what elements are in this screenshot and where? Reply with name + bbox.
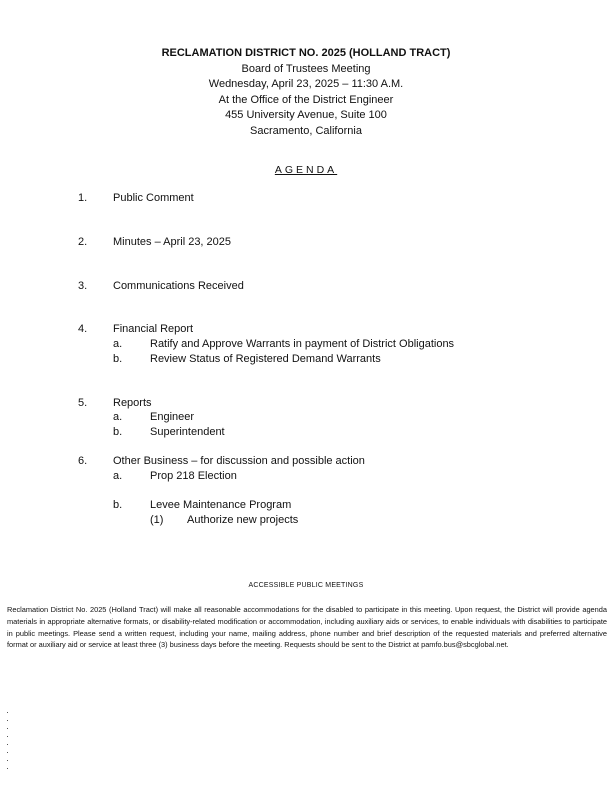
agenda-subitem-6b (0, 498, 612, 513)
agenda-item-label: Financial Report (113, 323, 194, 335)
agenda-item-5 (0, 396, 612, 411)
agenda-item-label: Minutes – April 23, 2025 (113, 236, 232, 248)
subitem-label: Levee Maintenance Program (150, 499, 292, 511)
agenda-item-number: 2. (78, 236, 88, 248)
agenda-subitem-5a (0, 410, 612, 425)
subitem-letter: b. (113, 499, 123, 511)
agenda-item-number: 6. (78, 455, 88, 467)
meeting-address: 455 University Avenue, Suite 100 (225, 109, 387, 122)
margin-marks (7, 712, 9, 772)
agenda-item-label: Other Business – for discussion and possible action (113, 455, 365, 467)
agenda-item-label: Communications Received (113, 280, 244, 292)
subitem-letter: b. (113, 353, 123, 365)
agenda-item-number: 3. (78, 280, 88, 292)
district-name: RECLAMATION DISTRICT NO. 2025 (HOLLAND TRACT) (161, 47, 451, 59)
agenda-item-number: 1. (78, 192, 88, 204)
subitem-label: Review Status of Registered Demand Warrants (150, 353, 381, 365)
agenda-subitem-4a (0, 337, 612, 352)
agenda-item-1 (0, 191, 612, 206)
agenda-item-6 (0, 454, 612, 469)
meeting-location: At the Office of the District Engineer (218, 93, 394, 106)
agenda-item-3 (0, 279, 612, 294)
subsubitem-number: (1) (150, 514, 164, 526)
accessibility-notice-title: ACCESSIBLE PUBLIC MEETINGS (248, 582, 364, 589)
subitem-label: Superintendent (150, 426, 225, 438)
agenda-subitem-5b (0, 425, 612, 440)
subitem-label: Prop 218 Election (150, 470, 237, 482)
agenda-subsubitem-6b1 (0, 513, 612, 528)
meeting-header (0, 46, 612, 140)
agenda-heading: AGENDA (274, 164, 338, 176)
subitem-letter: a. (113, 338, 123, 350)
agenda-item-number: 5. (78, 397, 88, 409)
agenda-item-label: Reports (113, 397, 152, 409)
agenda-item-4 (0, 322, 612, 337)
subitem-letter: b. (113, 426, 123, 438)
meeting-city: Sacramento, California (250, 124, 362, 137)
subitem-letter: a. (113, 411, 123, 423)
agenda-item-label: Public Comment (113, 192, 194, 204)
accessibility-notice-body: Reclamation District No. 2025 (Holland Tract) will make all reasonable accommodations for the disabled to participate in this meeting. Upon request, the District will provide agenda materials in appropriate alternative formats, or disability-related modification or accommodation, including auxiliary aids or services, to enable individuals with disabilities to participate in public meetings. Please send a written request, including your name, mailing address, phone number and brief description of the requested materials and preferred alternative format or auxiliary aid or service at least three (3) business days before the meeting. Requests should be sent to the District at pamfo.bus@sbcglobal.net. (7, 605, 607, 650)
agenda-subitem-6a (0, 469, 612, 484)
subitem-letter: a. (113, 470, 123, 482)
agenda-subitem-4b (0, 352, 612, 367)
subsubitem-label: Authorize new projects (187, 514, 299, 526)
subitem-label: Ratify and Approve Warrants in payment of District Obligations (150, 338, 455, 350)
meeting-date-time: Wednesday, April 23, 2025 – 11:30 A.M. (208, 78, 404, 91)
agenda-item-2 (0, 235, 612, 250)
meeting-name: Board of Trustees Meeting (241, 62, 371, 75)
agenda-item-number: 4. (78, 323, 88, 335)
subitem-label: Engineer (150, 411, 195, 423)
